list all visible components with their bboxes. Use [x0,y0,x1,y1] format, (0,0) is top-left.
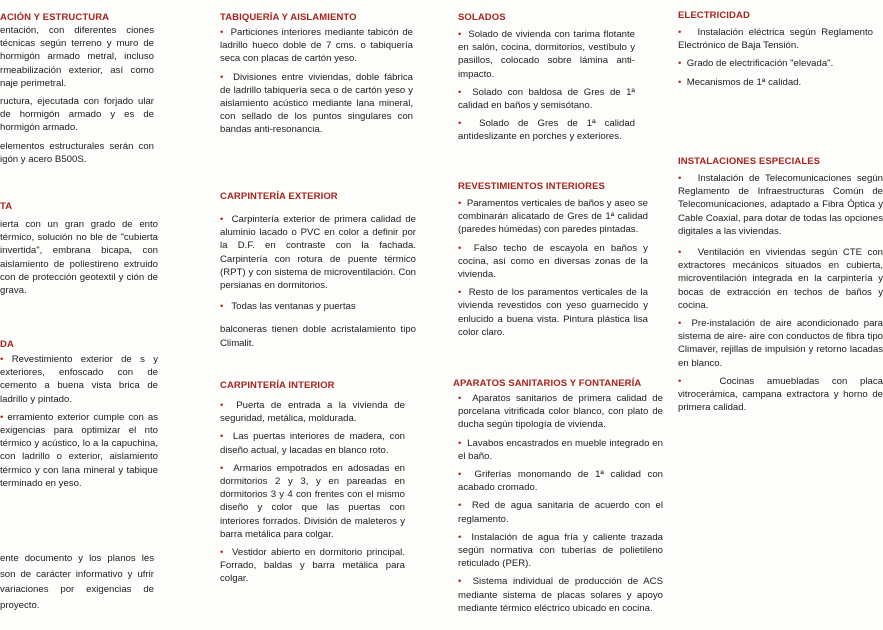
list-item: • Aparatos sanitarios de primera calidad de porcelana vitrificada color blanco, con plato de ducha según tipología de vivienda. [458,393,663,431]
bullet-icon: • [458,29,462,40]
list-item: • Red de agua sanitaria de acuerdo con el reglamento. [458,500,663,525]
list-item: • Solado de Gres de 1ª calidad antideslizante en porches y exteriores. [458,118,635,143]
list-item: • Instalación de agua fría y caliente trazada según normativa con tuberías de polietileno reticulado (PER). [458,531,663,570]
section-heading-electrical: ELECTRICIDAD [678,10,750,21]
bullet-icon: • [678,247,682,259]
list-item: • Puerta de entrada a la vivienda de seguridad, metálica, moldurada. [220,400,405,425]
section-body-partitions [220,26,413,142]
section-body-plumbing [458,392,663,620]
list-item: • Cocinas amuebladas con placa vitrocerámica, campana extractora y horno de primera calidad. [678,375,883,414]
list-item: • Pre-instalación de aire acondicionado para sistema de aire- aire con conductos de fibra tipo Climaver, rejillas de impulsión y retorno lacadas en blanco. [678,318,883,369]
section-body-electrical [678,26,873,94]
list-item: • Las puertas interiores de madera, con diseño actual, y lacadas en blanco roto. [220,431,405,456]
bullet-icon: • [458,437,462,449]
section-heading-exterior-carpentry: CARPINTERÍA EXTERIOR [220,191,338,202]
list-item: • Armarios empotrados en adosadas en dormitorios 2 y 3, y en pareadas en dormitorios 3 y 4 con frentes con el mismo diseño y color que las puertas con interiores forrados. División de maleteros y barra metálica para colgar. [220,462,405,540]
bullet-icon: • [678,76,682,88]
bullet-icon: • [458,500,462,512]
list-item: • Lavabos encastrados en mueble integrado en el baño. [458,437,663,462]
list-item: • Solado de vivienda con tarima flotante en salón, cocina, dormitorios, vestíbulo y pasillos, colocado sobre lámina anti-impacto. [458,29,635,80]
bullet-icon: • [220,301,224,313]
section-body-facade [0,353,158,495]
bullet-icon: • [458,198,462,209]
section-body-exterior-carpentry [220,213,416,355]
section-heading-roof: TA [0,201,13,212]
bullet-icon: • [458,86,462,98]
list-item: • Instalación de Telecomunicaciones según Reglamento de Infraestructuras Común de Telecomunicaciones, adaptado a Fibra Óptica y Cable Coaxial, para dotar de todas las opciones digitales a las viviendas. [678,173,883,237]
paragraph-dividing-walls: • Divisiones entre viviendas, doble fábrica de ladrillo tabiquería seca o de cartón yeso y aislamiento acústico mediante lana mineral, con sellado de los puntos singulares con bandas anti-resonancia. [220,71,413,136]
bullet-icon: • [220,27,224,38]
list-item: • Solado con baldosa de Gres de 1ª calidad en baños y semisótano. [458,86,635,112]
list-item: • Sistema individual de producción de ACS mediante sistema de placas solares y apoyo mediante térmico eléctrico ubicado en cocina. [458,576,663,614]
bullet-icon: • [458,531,462,543]
section-body-interior-carpentry [220,399,405,591]
paragraph-facade-cladding: • Revestimiento exterior de s y exteriores, enfoscado con de cemento a buena vista brica de ladrillo y pintado. [0,354,159,405]
section-heading-floors: SOLADOS [458,12,506,23]
section-heading-interior-carpentry: CARPINTERÍA INTERIOR [220,380,335,391]
list-item: • Paramentos verticales de baños y aseo se combinarán alicatado de Gres de 1ª calidad (paredes húmedas) con paredes pintadas. [458,198,648,236]
section-heading-partitions: TABIQUERÍA Y AISLAMIENTO [220,12,357,23]
bullet-icon: • [458,393,462,404]
paragraph-foundation: entación, con diferentes ciones técnicas según terreno y muro de hormigón armado metral, incluso rmeabilización exterior, así como naje perimetral. [0,25,154,89]
section-heading-plumbing: APARATOS SANITARIOS Y FONTANERÍA [453,378,642,389]
bullet-icon: • [220,462,224,474]
bullet-icon: • [678,27,682,38]
list-item: • Falso techo de escayola en baños y cocina, así como en diversas zonas de la vivienda. [458,242,648,281]
bullet-icon: • [458,576,462,588]
list-item: • Instalación eléctrica según Reglamento Electrónico de Baja Tensión. [678,27,873,52]
paragraph-partitions: • Particiones interiores mediante tabicón de ladrillo hueco doble de 7 cms. o tabiquería seca con placas de cartón yeso. [220,27,413,65]
list-item: • Resto de los paramentos verticales de la vivienda revestidos con yeso guarnecido y enlucido a buena vista. Pintura plástica lisa color claro. [458,287,648,338]
section-heading-interior-finishes: REVESTIMIENTOS INTERIORES [458,181,605,192]
section-body-floors [458,28,635,149]
list-item: • Ventilación en viviendas según CTE con extractores mecánicos situados en cubierta, microventilación integrada en la carpintería y bocas de extracción en techos de baños y cocina. [678,247,883,311]
bullet-icon: • [678,173,682,184]
bullet-icon: • [458,118,462,130]
bullet-icon: • [458,287,462,299]
paragraph-facade-insulation: • erramiento exterior cumple con as exigencias para optimizar el nto térmico y acústico, lo a la capuchina, con ladrillo o exterior, aislamiento térmico y con lana mineral y tabique terminado en yeso. [0,411,158,489]
paragraph-exterior-carpentry: • Carpintería exterior de primera calidad de aluminio lacado o PVC en color a definir por la D.F. en contraste con la fachada. Carpintería con rotura de puente térmico (RPT) y con sistema de microventilación. Con persianas en dormitorios. [220,214,416,292]
bullet-icon: • [458,242,462,254]
paragraph-disclaimer: ente documento y los planos les son de carácter informativo y ufrir variaciones por exigencias de proyecto. [0,553,154,611]
bullet-icon: • [220,547,224,559]
list-item: • Grado de electrificación "elevada". [678,58,834,70]
list-item: • Griferías monomando de 1ª calidad con acabado cromado. [458,469,663,494]
paragraph-materials: elementos estructurales serán con igón y acero B500S. [0,140,154,165]
section-body-interior-finishes [458,197,648,344]
section-body-structure [0,24,154,171]
bullet-icon: • [0,354,4,365]
bullet-icon: • [678,375,682,387]
disclaimer-note [0,551,154,618]
section-body-roof [0,218,158,302]
list-item: • Mecanismos de 1ª calidad. [678,76,802,88]
section-heading-special-installations: INSTALACIONES ESPECIALES [678,156,821,167]
bullet-icon: • [0,411,4,423]
column-electrical-installations [678,0,883,630]
paragraph-glazing: balconeras tienen doble acristalamiento tipo Climalit. [220,324,416,349]
bullet-icon: • [220,214,224,225]
bullet-icon: • [220,71,224,83]
list-item: • Vestidor abierto en dormitorio principal. Forrado, baldas y barra metálica para colgar. [220,547,405,585]
bullet-icon: • [678,58,682,70]
bullet-icon: • [458,469,462,481]
paragraph-structure: ructura, ejecutada con forjado ular de hormigón armado y es de hormigón armado. [0,96,154,134]
section-body-special-installations [678,172,883,419]
bullet-icon: • [220,431,224,443]
section-heading-facade: DA [0,339,14,350]
paragraph-roof: ierta con un gran grado de ento térmico, solución no ble de "cubierta invertida", embrana bicapa, con aislamiento de poliestireno extruido con de protección geotextil y ción de grava. [0,219,158,297]
section-heading-structure: ACIÓN Y ESTRUCTURA [0,12,110,23]
bullet-icon: • [678,318,682,330]
paragraph-windows: • Todas las ventanas y puertas [220,301,356,313]
bullet-icon: • [220,400,224,411]
